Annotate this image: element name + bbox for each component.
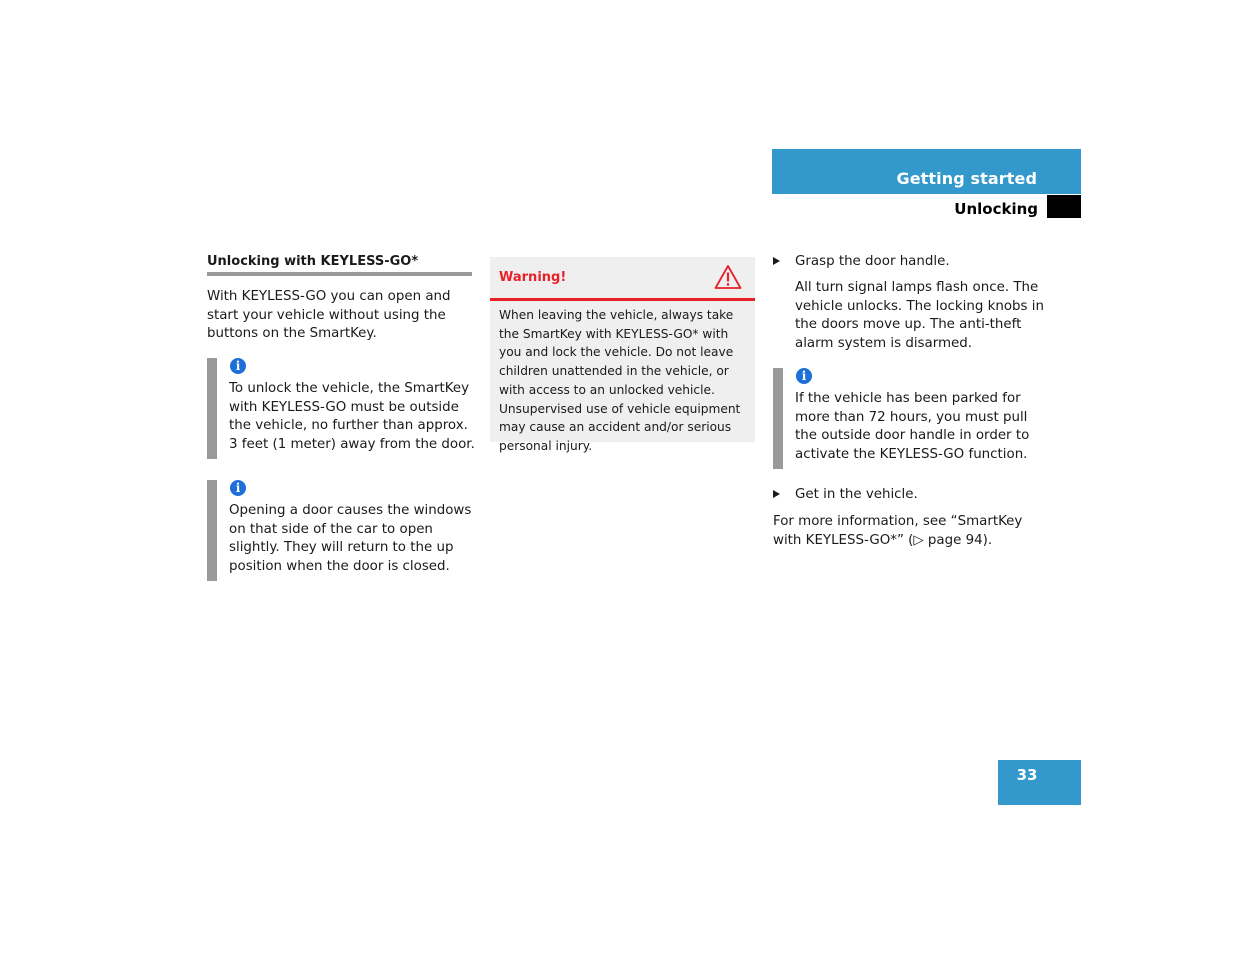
info-note-distance [207,358,477,459]
page-number-box [998,760,1081,805]
step-text: Get in the vehicle. [795,487,918,502]
note-bar [773,368,783,469]
note-bar [207,480,217,581]
warning-header [490,257,755,301]
warning-triangle-icon [714,264,742,290]
warning-text: When leaving the vehicle, always take the SmartKey with KEYLESS-GO* with you and lock the vehicle. Do not leave children unattended in the vehicle, or with access to an unlocked vehicle. Unsupervised use of vehicle equipment may cause an accident and/or serious personal injury. [499,308,741,453]
step-result: All turn signal lamps flash once. The vehicle unlocks. The locking knobs in the doors move up. The anti-theft alarm system is disarmed. [795,280,1044,351]
step-get-in [773,486,1043,506]
note-bar [207,358,217,459]
warning-title: Warning! [499,270,567,285]
note-text: If the vehicle has been parked for more than 72 hours, you must pull the outside door handle in order to activate the KEYLESS-GO function. [795,391,1030,462]
note-text: To unlock the vehicle, the SmartKey with KEYLESS-GO must be outside the vehicle, no further than approx. 3 feet (1 meter) away from the door. [229,381,475,452]
bullet-arrow-icon [773,257,780,265]
bullet-arrow-icon [773,490,780,498]
intro-paragraph: With KEYLESS-GO you can open and start your vehicle without using the buttons on the SmartKey. [207,289,451,342]
page-number: 33 [1016,766,1038,784]
subsection-title: Unlocking [954,200,1038,218]
step-text: Grasp the door handle. [795,254,950,269]
note-text: Opening a door causes the windows on that side of the car to open slightly. They will return to the up position when the door is closed. [229,503,472,574]
step-grasp-handle [773,253,1043,273]
section-heading: Unlocking with KEYLESS-GO* [207,254,419,269]
section-title: Getting started [896,169,1037,188]
info-note-windows [207,480,477,581]
heading-rule [207,272,472,276]
info-icon: i [230,358,246,374]
info-icon: i [230,480,246,496]
info-icon: i [796,368,812,384]
more-info-reference: For more information, see “SmartKey with KEYLESS-GO*” (▷ page 94). [773,514,1023,548]
thumb-tab-marker [1047,195,1081,218]
warning-box [490,257,755,453]
info-note-parked [773,368,1043,469]
